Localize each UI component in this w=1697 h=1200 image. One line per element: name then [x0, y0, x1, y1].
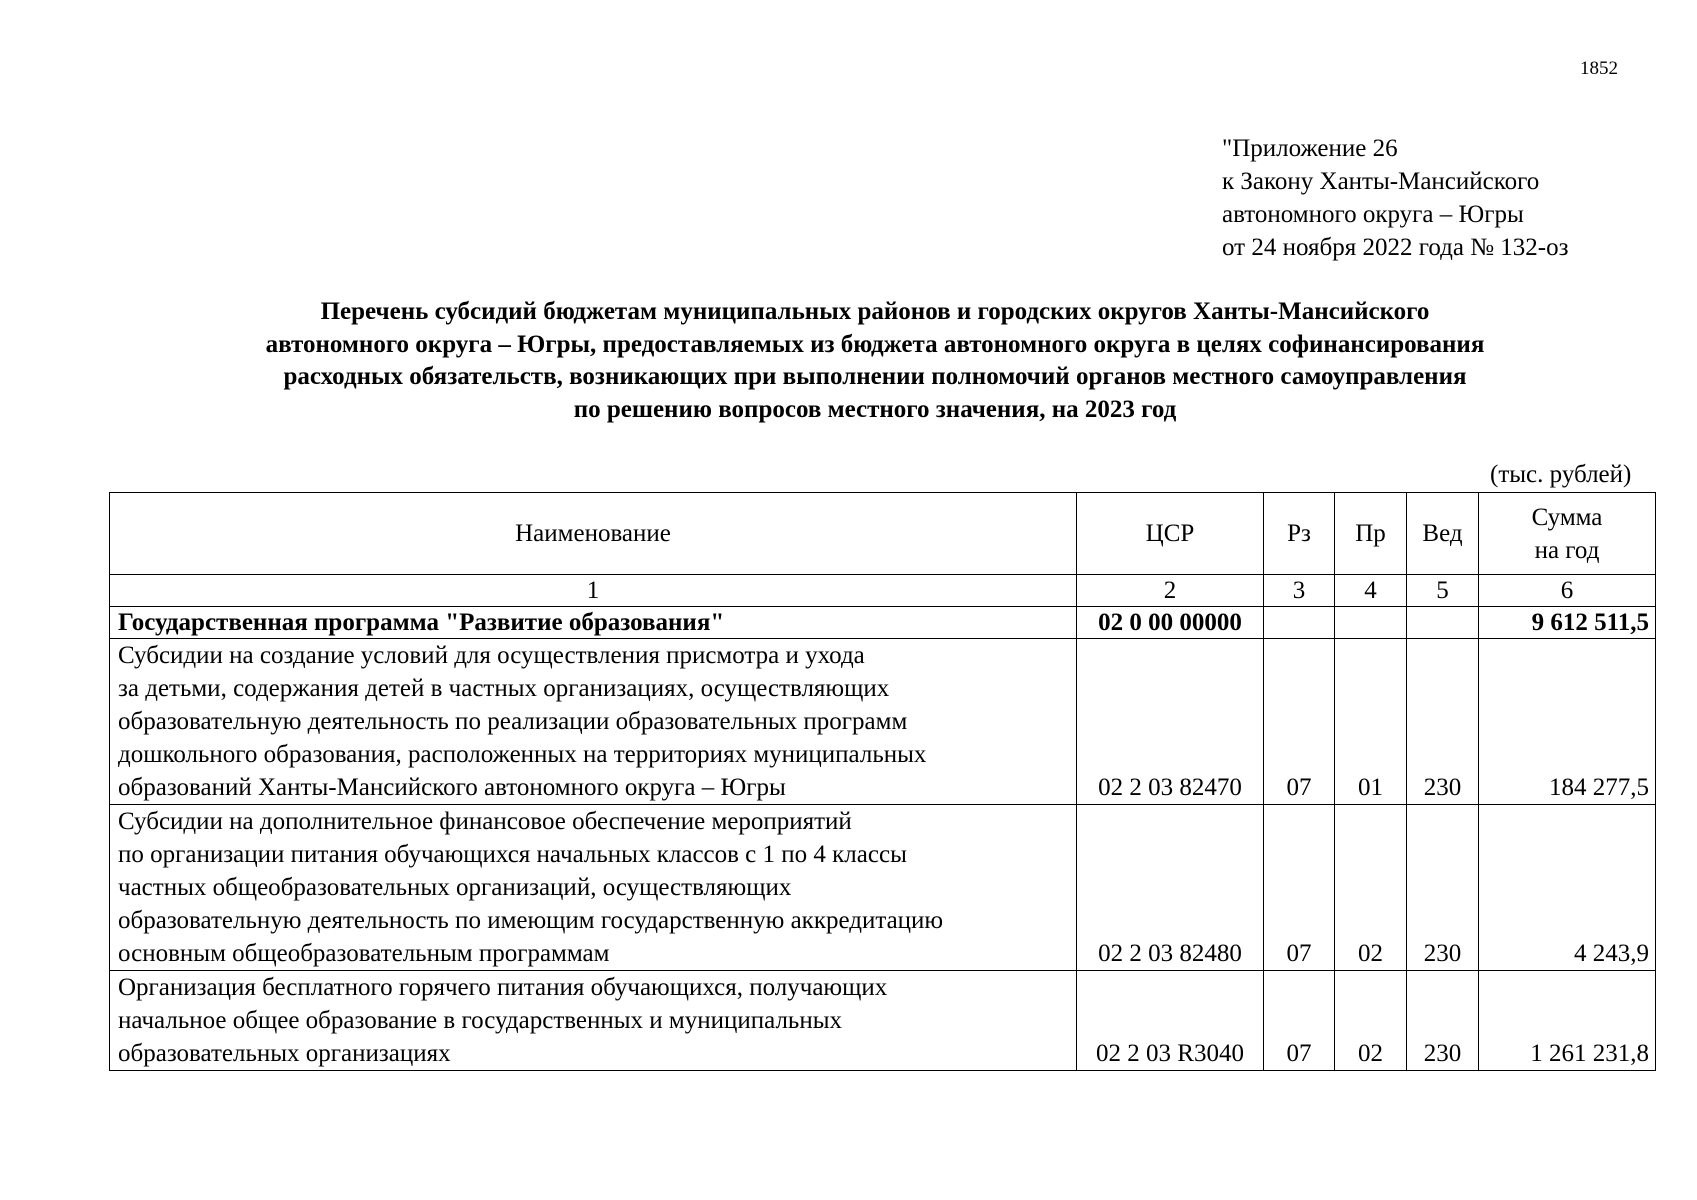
title-line: расходных обязательств, возникающих при выполнении полномочий органов местного самоуправления: [283, 363, 1467, 390]
column-number: 5: [1407, 575, 1479, 607]
column-number-row: [110, 575, 1656, 607]
header-csr: ЦСР: [1077, 493, 1264, 575]
row-name-line: образовательную деятельность по имеющим государственную аккредитацию: [118, 907, 944, 934]
row-sum: 4 243,9: [1479, 805, 1656, 971]
column-number: 6: [1479, 575, 1656, 607]
table-row: [110, 639, 1656, 805]
row-ved: 230: [1407, 971, 1479, 1071]
header-name: Наименование: [110, 493, 1077, 575]
row-name-line: образований Ханты-Мансийского автономного округа – Югры: [118, 774, 786, 801]
table-header-row: [110, 493, 1656, 575]
program-row: [110, 607, 1656, 639]
row-name-line: дошкольного образования, расположенных на территориях муниципальных: [118, 741, 927, 768]
row-csr: 02 2 03 82480: [1077, 805, 1264, 971]
appendix-line: автономного округа – Югры: [1222, 201, 1524, 228]
header-sum: [1479, 493, 1656, 575]
program-pr: [1335, 607, 1407, 639]
title-line: автономного округа – Югры, предоставляемых из бюджета автономного округа в целях софинансирования: [265, 330, 1485, 358]
program-rz: [1264, 607, 1335, 639]
appendix-reference: [1222, 132, 1569, 264]
program-csr: 02 0 00 00000: [1077, 607, 1264, 639]
column-number: 3: [1264, 575, 1335, 607]
program-ved: [1407, 607, 1479, 639]
header-pr: Пр: [1335, 493, 1407, 575]
row-name-line: по организации питания обучающихся начальных классов с 1 по 4 классы: [118, 841, 907, 868]
page-number: 1852: [1580, 58, 1618, 79]
column-number: 2: [1077, 575, 1264, 607]
header-sum-line: на год: [1534, 536, 1600, 564]
title-line: по решению вопросов местного значения, на 2023 год: [573, 395, 1177, 423]
row-rz: 07: [1264, 971, 1335, 1071]
row-name-line: Организация бесплатного горячего питания обучающихся, получающих: [118, 974, 888, 1001]
appendix-line: "Приложение 26: [1222, 135, 1398, 162]
program-sum: 9 612 511,5: [1479, 607, 1656, 639]
row-sum: 184 277,5: [1479, 639, 1656, 805]
row-csr: 02 2 03 82470: [1077, 639, 1264, 805]
row-name: [110, 805, 1077, 971]
row-rz: 07: [1264, 639, 1335, 805]
appendix-line: от 24 ноября 2022 года № 132-оз: [1222, 234, 1569, 261]
row-sum: 1 261 231,8: [1479, 971, 1656, 1071]
row-name-line: начальное общее образование в государственных и муниципальных: [118, 1007, 843, 1034]
row-pr: 01: [1335, 639, 1407, 805]
document-title: [110, 296, 1640, 426]
table-row: [110, 805, 1656, 971]
units-label: (тыс. рублей): [1490, 461, 1632, 488]
header-sum-line: Сумма: [1531, 503, 1603, 531]
row-pr: 02: [1335, 805, 1407, 971]
appendix-line: к Закону Ханты-Мансийского: [1222, 168, 1540, 195]
row-name-line: за детьми, содержания детей в частных организациях, осуществляющих: [118, 675, 890, 702]
header-rz: Рз: [1264, 493, 1335, 575]
column-number: 4: [1335, 575, 1407, 607]
row-name-line: частных общеобразовательных организаций, осуществляющих: [118, 874, 792, 901]
row-name-line: образовательную деятельность по реализации образовательных программ: [118, 708, 908, 735]
title-line: Перечень субсидий бюджетам муниципальных районов и городских округов Ханты-Мансийского: [320, 298, 1430, 325]
row-csr: 02 2 03 R3040: [1077, 971, 1264, 1071]
row-name-line: Субсидии на дополнительное финансовое обеспечение мероприятий: [118, 808, 852, 835]
row-ved: 230: [1407, 639, 1479, 805]
subsidies-table: [109, 492, 1656, 1071]
program-name: Государственная программа "Развитие образования": [110, 607, 1077, 639]
row-pr: 02: [1335, 971, 1407, 1071]
header-ved: Вед: [1407, 493, 1479, 575]
row-name-line: Субсидии на создание условий для осуществления присмотра и ухода: [118, 642, 865, 669]
row-ved: 230: [1407, 805, 1479, 971]
column-number: 1: [110, 575, 1077, 607]
table-row: [110, 971, 1656, 1071]
row-name: [110, 639, 1077, 805]
row-name: [110, 971, 1077, 1071]
row-rz: 07: [1264, 805, 1335, 971]
row-name-line: основным общеобразовательным программам: [118, 940, 610, 967]
row-name-line: образовательных организациях: [118, 1040, 451, 1067]
